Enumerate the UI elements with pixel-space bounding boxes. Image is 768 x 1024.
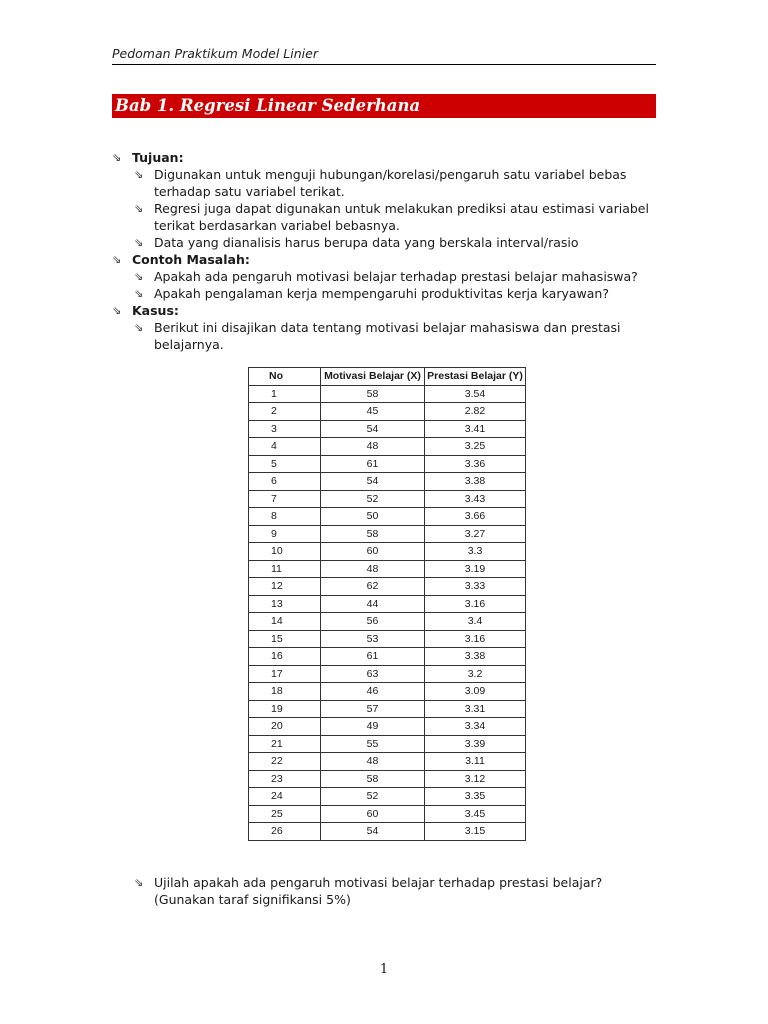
cell-motivasi: 58 [321,385,425,403]
list-item [112,285,656,302]
cell-motivasi: 48 [321,753,425,771]
list-item-text: Regresi juga dapat digunakan untuk melakukan prediksi atau estimasi variabel terikat berdasarkan variabel bebasnya. [154,201,649,233]
cell-motivasi: 44 [321,595,425,613]
cell-prestasi: 3.45 [425,805,526,823]
table-row [249,595,526,613]
cell-motivasi: 54 [321,473,425,491]
cell-prestasi: 3.38 [425,648,526,666]
table-row [249,525,526,543]
cell-prestasi: 3.39 [425,735,526,753]
column-header-x: Motivasi Belajar (X) [321,368,425,386]
cell-motivasi: 61 [321,648,425,666]
cell-motivasi: 58 [321,770,425,788]
cell-no: 19 [249,700,321,718]
cell-no: 20 [249,718,321,736]
chapter-title-bar [112,94,656,118]
cell-prestasi: 3.12 [425,770,526,788]
arrow-bullet-icon: ⇘ [134,202,144,215]
cell-prestasi: 3.16 [425,630,526,648]
data-table-wrapper [248,367,526,841]
section-heading: Contoh Masalah: [132,252,250,267]
cell-no: 1 [249,385,321,403]
arrow-bullet-icon: ⇘ [134,876,144,889]
content-body [112,149,656,353]
question-item [134,874,654,908]
cell-motivasi: 52 [321,490,425,508]
cell-prestasi: 3.54 [425,385,526,403]
cell-prestasi: 3.41 [425,420,526,438]
cell-prestasi: 3.35 [425,788,526,806]
table-row [249,543,526,561]
arrow-bullet-icon: ⇘ [134,321,144,334]
cell-no: 25 [249,805,321,823]
cell-no: 24 [249,788,321,806]
cell-no: 15 [249,630,321,648]
cell-prestasi: 2.82 [425,403,526,421]
column-header-no: No [249,368,321,386]
table-row [249,403,526,421]
table-row [249,508,526,526]
cell-no: 16 [249,648,321,666]
cell-no: 4 [249,438,321,456]
table-row [249,630,526,648]
list-item [112,200,656,234]
table-row [249,753,526,771]
cell-motivasi: 49 [321,718,425,736]
table-row [249,473,526,491]
table-row [249,490,526,508]
table-row [249,683,526,701]
cell-motivasi: 50 [321,508,425,526]
cell-no: 9 [249,525,321,543]
list-item [112,166,656,200]
table-row [249,420,526,438]
arrow-bullet-icon: ⇘ [112,304,122,317]
cell-no: 14 [249,613,321,631]
table-row [249,455,526,473]
cell-prestasi: 3.25 [425,438,526,456]
cell-no: 5 [249,455,321,473]
table-row [249,578,526,596]
table-body [249,385,526,840]
arrow-bullet-icon: ⇘ [112,253,122,266]
header-text: Pedoman Praktikum Model Linier [112,46,318,61]
cell-motivasi: 62 [321,578,425,596]
table-row [249,438,526,456]
cell-no: 18 [249,683,321,701]
list-item-text: Data yang dianalisis harus berupa data yang berskala interval/rasio [154,235,579,250]
cell-no: 21 [249,735,321,753]
cell-motivasi: 48 [321,560,425,578]
table-row [249,385,526,403]
table-row [249,735,526,753]
cell-prestasi: 3.36 [425,455,526,473]
page-number: 1 [379,962,389,977]
list-item [112,234,656,251]
table-row [249,805,526,823]
data-table [248,367,526,841]
cell-motivasi: 45 [321,403,425,421]
cell-no: 3 [249,420,321,438]
cell-prestasi: 3.16 [425,595,526,613]
table-row [249,718,526,736]
cell-prestasi: 3.19 [425,560,526,578]
section-contoh-masalah [112,251,656,268]
cell-no: 17 [249,665,321,683]
list-item [112,319,656,353]
list-item-text: Apakah ada pengaruh motivasi belajar terhadap prestasi belajar mahasiswa? [154,269,638,284]
table-row [249,700,526,718]
section-heading: Kasus: [132,303,179,318]
arrow-bullet-icon: ⇘ [134,168,144,181]
cell-no: 23 [249,770,321,788]
section-kasus [112,302,656,319]
section-tujuan [112,149,656,166]
cell-motivasi: 46 [321,683,425,701]
table-row [249,665,526,683]
cell-no: 13 [249,595,321,613]
cell-motivasi: 63 [321,665,425,683]
cell-motivasi: 55 [321,735,425,753]
list-item-text: Berikut ini disajikan data tentang motivasi belajar mahasiswa dan prestasi belajarnya. [154,320,621,352]
page-header [112,46,656,65]
table-row [249,788,526,806]
cell-prestasi: 3.15 [425,823,526,841]
cell-prestasi: 3.09 [425,683,526,701]
list-item-text: Apakah pengalaman kerja mempengaruhi produktivitas kerja karyawan? [154,286,609,301]
table-row [249,823,526,841]
cell-prestasi: 3.34 [425,718,526,736]
cell-motivasi: 57 [321,700,425,718]
cell-motivasi: 58 [321,525,425,543]
cell-motivasi: 48 [321,438,425,456]
cell-no: 8 [249,508,321,526]
cell-motivasi: 60 [321,805,425,823]
arrow-bullet-icon: ⇘ [134,236,144,249]
cell-prestasi: 3.38 [425,473,526,491]
table-row [249,560,526,578]
cell-no: 2 [249,403,321,421]
table-row [249,770,526,788]
cell-prestasi: 3.43 [425,490,526,508]
table-row [249,648,526,666]
section-heading: Tujuan: [132,150,184,165]
cell-motivasi: 54 [321,823,425,841]
arrow-bullet-icon: ⇘ [134,270,144,283]
cell-motivasi: 54 [321,420,425,438]
arrow-bullet-icon: ⇘ [112,151,122,164]
list-item [112,268,656,285]
cell-prestasi: 3.11 [425,753,526,771]
cell-no: 11 [249,560,321,578]
cell-no: 26 [249,823,321,841]
chapter-title: Bab 1. Regresi Linear Sederhana [115,96,421,115]
list-item-text: Digunakan untuk menguji hubungan/korelasi/pengaruh satu variabel bebas terhadap satu variabel terikat. [154,167,627,199]
arrow-bullet-icon: ⇘ [134,287,144,300]
cell-no: 7 [249,490,321,508]
cell-no: 6 [249,473,321,491]
cell-prestasi: 3.66 [425,508,526,526]
cell-motivasi: 60 [321,543,425,561]
cell-prestasi: 3.2 [425,665,526,683]
cell-prestasi: 3.33 [425,578,526,596]
column-header-y: Prestasi Belajar (Y) [425,368,526,386]
cell-no: 22 [249,753,321,771]
cell-no: 10 [249,543,321,561]
cell-motivasi: 61 [321,455,425,473]
cell-motivasi: 52 [321,788,425,806]
cell-prestasi: 3.27 [425,525,526,543]
cell-motivasi: 56 [321,613,425,631]
question-text: Ujilah apakah ada pengaruh motivasi belajar terhadap prestasi belajar? (Gunakan taraf signifikansi 5%) [154,875,603,907]
table-header-row [249,368,526,386]
cell-motivasi: 53 [321,630,425,648]
cell-prestasi: 3.3 [425,543,526,561]
cell-no: 12 [249,578,321,596]
cell-prestasi: 3.4 [425,613,526,631]
cell-prestasi: 3.31 [425,700,526,718]
table-row [249,613,526,631]
